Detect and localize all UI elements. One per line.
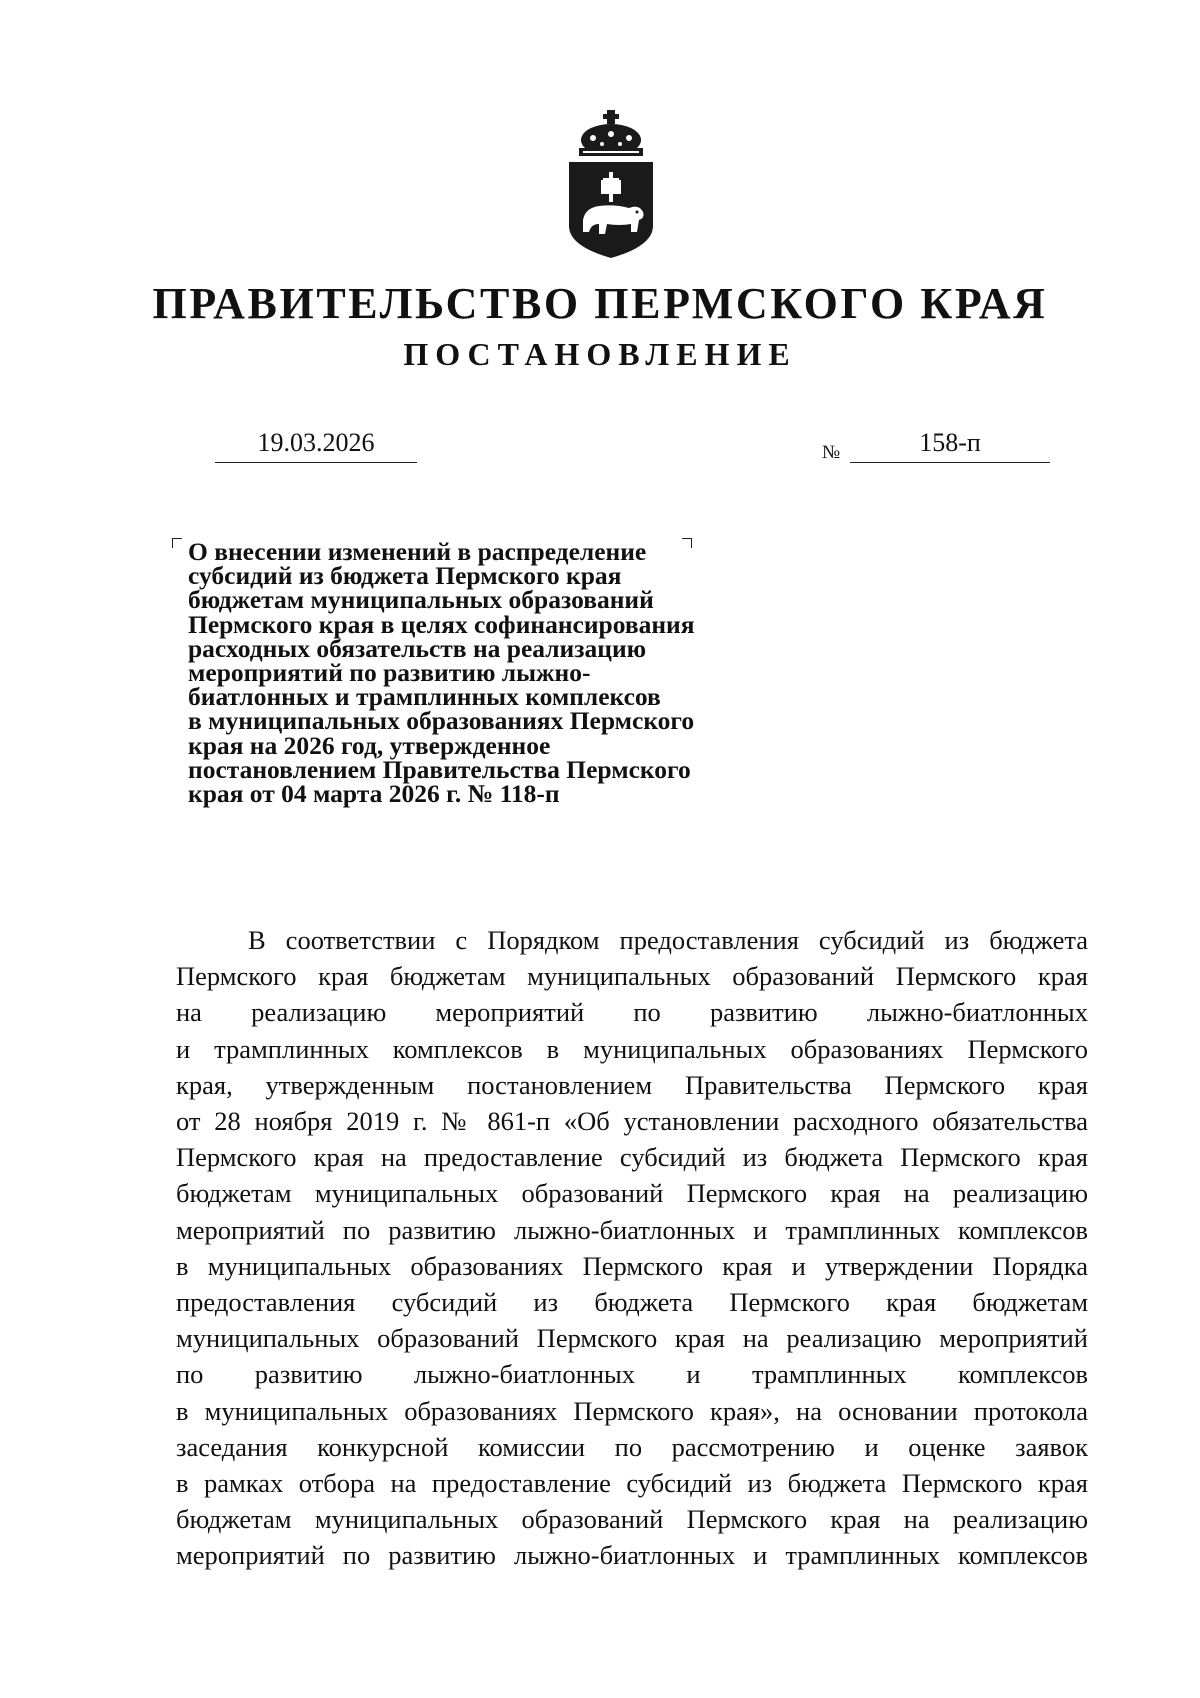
- number-sign: №: [822, 442, 841, 463]
- number-underline: [850, 462, 1050, 463]
- body-line: от 28 ноября 2019 г. № 861-п «Об установлении расходного обязательства: [176, 1106, 1088, 1137]
- body-line: края, утвержденным постановлением Правительства Пермского края: [176, 1069, 1088, 1100]
- body-line: В соответствии с Порядком предоставления субсидий из бюджета: [248, 925, 1088, 955]
- body-line: Пермского края бюджетам муниципальных образований Пермского края: [176, 961, 1088, 992]
- subject-line: бюджетам муниципальных образований: [188, 585, 654, 615]
- body-line: по развитию лыжно-биатлонных и трамплинных комплексов: [176, 1359, 1088, 1390]
- organization-title: ПРАВИТЕЛЬСТВО ПЕРМСКОГО КРАЯ: [152, 279, 1048, 328]
- body-line: предоставления субсидий из бюджета Пермского края бюджетам: [176, 1287, 1088, 1318]
- body-line: на реализацию мероприятий по развитию лыжно-биатлонных: [176, 997, 1088, 1028]
- body-line: мероприятий по развитию лыжно-биатлонных и трамплинных комплексов: [176, 1214, 1088, 1245]
- subject-line: субсидий из бюджета Пермского края: [188, 561, 622, 591]
- subject-line: в муниципальных образованиях Пермского: [188, 706, 695, 736]
- document-date: 19.03.2026: [257, 428, 375, 457]
- coat-of-arms-icon: [563, 108, 659, 260]
- body-line: Пермского края на предоставление субсидий из бюджета Пермского края: [176, 1142, 1088, 1173]
- document-body: [176, 922, 1088, 1574]
- body-line: мероприятий по развитию лыжно-биатлонных и трамплинных комплексов: [176, 1540, 1088, 1571]
- subject-line: Пермского края в целях софинансирования: [188, 609, 695, 639]
- subject-line: постановлением Правительства Пермского: [188, 754, 691, 784]
- body-line: бюджетам муниципальных образований Пермского края на реализацию: [176, 1178, 1088, 1209]
- body-line: в муниципальных образованиях Пермского края», на основании протокола: [176, 1395, 1088, 1426]
- body-line: в муниципальных образованиях Пермского края и утверждении Порядка: [176, 1250, 1088, 1281]
- subject-line: биатлонных и трамплинных комплексов: [188, 682, 661, 712]
- body-line: заседания конкурсной комиссии по рассмотрению и оценке заявок: [176, 1431, 1088, 1462]
- subject-line: края на 2026 год, утвержденное: [188, 730, 551, 760]
- subject-line: края от 04 марта 2026 г. № 118-п: [188, 779, 560, 809]
- body-line: муниципальных образований Пермского края на реализацию мероприятий: [176, 1323, 1088, 1354]
- body-line: и трамплинных комплексов в муниципальных образованиях Пермского: [176, 1033, 1088, 1064]
- document-subject: [188, 537, 768, 809]
- document-type: ПОСТАНОВЛЕНИЕ: [403, 336, 797, 372]
- subject-line: О внесении изменений в распределение: [188, 537, 647, 566]
- subject-corner-left: [172, 538, 182, 548]
- subject-line: мероприятий по развитию лыжно-: [188, 658, 591, 688]
- subject-line: расходных обязательств на реализацию: [188, 633, 647, 663]
- body-line: в рамках отбора на предоставление субсидий из бюджета Пермского края: [176, 1468, 1088, 1499]
- body-line: бюджетам муниципальных образований Пермского края на реализацию: [176, 1504, 1088, 1535]
- document-number: 158-п: [919, 428, 981, 457]
- date-underline: [215, 462, 417, 463]
